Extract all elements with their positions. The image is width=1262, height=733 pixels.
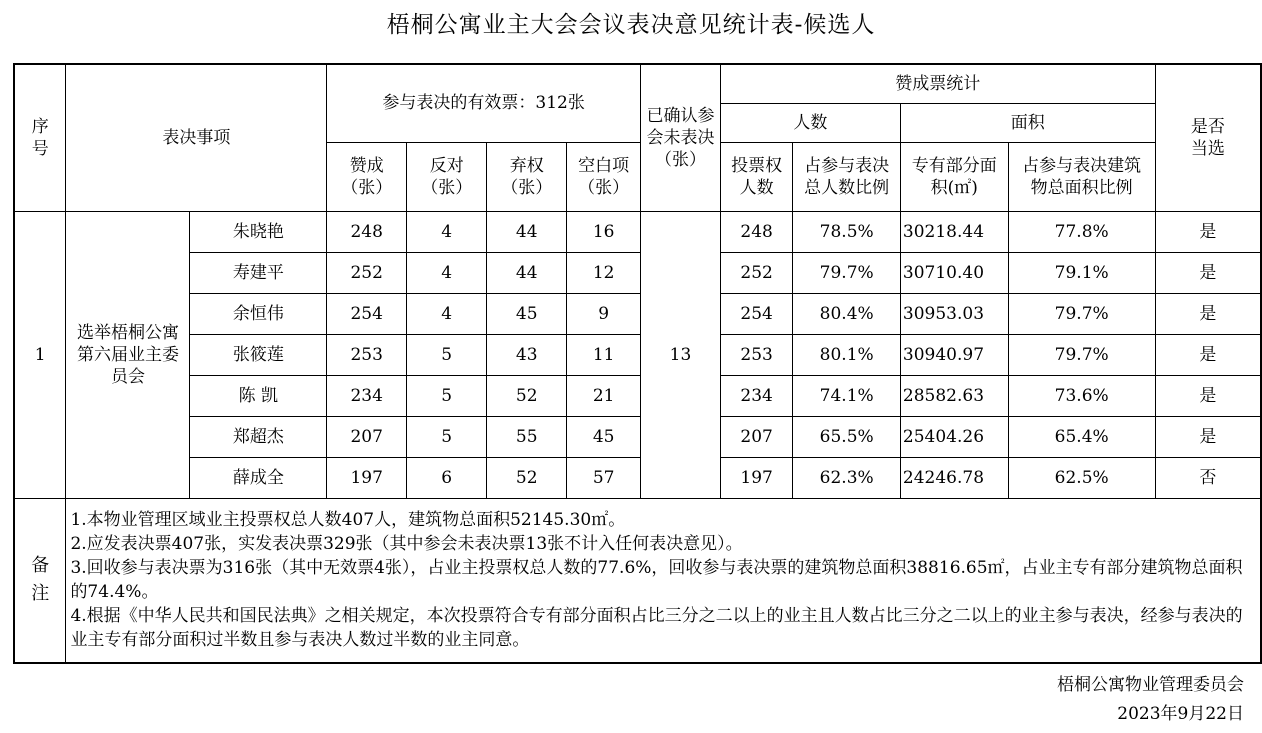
pct-persons: 80.1% bbox=[793, 334, 900, 375]
issue-date: 2023年9月22日 bbox=[1117, 704, 1244, 724]
vote-right-persons: 248 bbox=[720, 211, 793, 252]
abstain-count: 55 bbox=[487, 416, 567, 457]
notes-label: 备注 bbox=[14, 498, 66, 663]
note-line-1: 1.本物业管理区域业主投票权总人数407人，建筑物总面积52145.30㎡。 bbox=[70, 510, 626, 531]
approve-count: 252 bbox=[327, 252, 407, 293]
table-row bbox=[14, 252, 1261, 293]
oppose-count: 4 bbox=[407, 211, 487, 252]
pct-persons: 65.5% bbox=[793, 416, 900, 457]
elected-flag: 是 bbox=[1155, 252, 1261, 293]
header-abstain: 弃权（张） bbox=[487, 142, 567, 211]
vote-right-persons: 234 bbox=[720, 375, 793, 416]
elected-flag: 否 bbox=[1155, 457, 1261, 498]
elected-flag: 是 bbox=[1155, 293, 1261, 334]
notes-row bbox=[14, 498, 1261, 663]
approve-count: 207 bbox=[327, 416, 407, 457]
blank-count: 16 bbox=[567, 211, 641, 252]
pct-persons: 78.5% bbox=[793, 211, 900, 252]
blank-count: 9 bbox=[567, 293, 641, 334]
approve-count: 253 bbox=[327, 334, 407, 375]
pct-area: 79.7% bbox=[1008, 293, 1155, 334]
abstain-count: 44 bbox=[487, 211, 567, 252]
table-row bbox=[14, 457, 1261, 498]
pct-persons: 79.7% bbox=[793, 252, 900, 293]
candidate-name: 薛成全 bbox=[190, 457, 327, 498]
header-seq: 序号 bbox=[14, 64, 66, 211]
exclusive-area: 30218.44 bbox=[900, 211, 1008, 252]
abstain-count: 44 bbox=[487, 252, 567, 293]
vote-right-persons: 207 bbox=[720, 416, 793, 457]
pct-area: 62.5% bbox=[1008, 457, 1155, 498]
header-area: 面积 bbox=[900, 103, 1155, 142]
page-title: 梧桐公寓业主大会会议表决意见统计表-候选人 bbox=[386, 12, 876, 38]
candidate-name: 余恒伟 bbox=[190, 293, 327, 334]
blank-count: 11 bbox=[567, 334, 641, 375]
table-row bbox=[14, 211, 1261, 252]
header-pct-area: 占参与表决建筑物总面积比例 bbox=[1008, 142, 1155, 211]
candidate-name: 张筱莲 bbox=[190, 334, 327, 375]
header-blank: 空白项（张） bbox=[567, 142, 641, 211]
exclusive-area: 28582.63 bbox=[900, 375, 1008, 416]
elected-flag: 是 bbox=[1155, 334, 1261, 375]
vote-right-persons: 197 bbox=[720, 457, 793, 498]
header-item: 表决事项 bbox=[66, 64, 327, 211]
note-line-2: 2.应发表决票407张，实发表决票329张（其中参会未表决票13张不计入任何表决意见）。 bbox=[70, 534, 743, 555]
exclusive-area: 25404.26 bbox=[900, 416, 1008, 457]
exclusive-area: 30940.97 bbox=[900, 334, 1008, 375]
table-row bbox=[14, 375, 1261, 416]
section-seq: 1 bbox=[14, 211, 66, 498]
vote-right-persons: 253 bbox=[720, 334, 793, 375]
blank-count: 45 bbox=[567, 416, 641, 457]
elected-flag: 是 bbox=[1155, 211, 1261, 252]
approve-count: 234 bbox=[327, 375, 407, 416]
notes-content bbox=[66, 498, 1261, 663]
approve-count: 248 bbox=[327, 211, 407, 252]
pct-persons: 80.4% bbox=[793, 293, 900, 334]
approve-count: 254 bbox=[327, 293, 407, 334]
pct-area: 65.4% bbox=[1008, 416, 1155, 457]
abstain-count: 52 bbox=[487, 457, 567, 498]
candidate-name: 朱晓艳 bbox=[190, 211, 327, 252]
blank-count: 12 bbox=[567, 252, 641, 293]
vote-right-persons: 252 bbox=[720, 252, 793, 293]
candidate-name: 郑超杰 bbox=[190, 416, 327, 457]
approve-count: 197 bbox=[327, 457, 407, 498]
exclusive-area: 30710.40 bbox=[900, 252, 1008, 293]
vote-statistics-table bbox=[13, 63, 1262, 664]
exclusive-area: 30953.03 bbox=[900, 293, 1008, 334]
header-valid-votes: 参与表决的有效票：312张 bbox=[327, 64, 641, 142]
blank-count: 21 bbox=[567, 375, 641, 416]
oppose-count: 5 bbox=[407, 334, 487, 375]
header-pct-persons: 占参与表决总人数比例 bbox=[793, 142, 900, 211]
elected-flag: 是 bbox=[1155, 416, 1261, 457]
pct-persons: 62.3% bbox=[793, 457, 900, 498]
oppose-count: 4 bbox=[407, 293, 487, 334]
issuing-organization: 梧桐公寓物业管理委员会 bbox=[1057, 675, 1244, 695]
abstain-count: 52 bbox=[487, 375, 567, 416]
blank-count: 57 bbox=[567, 457, 641, 498]
elected-flag: 是 bbox=[1155, 375, 1261, 416]
header-approve: 赞成（张） bbox=[327, 142, 407, 211]
oppose-count: 6 bbox=[407, 457, 487, 498]
pct-persons: 74.1% bbox=[793, 375, 900, 416]
header-exclusive-area: 专有部分面积(㎡) bbox=[900, 142, 1008, 211]
header-approve-stats: 赞成票统计 bbox=[720, 64, 1155, 103]
section-item: 选举梧桐公寓第六届业主委员会 bbox=[66, 211, 190, 498]
abstain-count: 45 bbox=[487, 293, 567, 334]
oppose-count: 5 bbox=[407, 416, 487, 457]
table-row bbox=[14, 334, 1261, 375]
header-confirmed: 已确认参会未表决（张） bbox=[641, 64, 721, 211]
header-oppose: 反对（张） bbox=[407, 142, 487, 211]
note-line-3: 3.回收参与表决票为316张（其中无效票4张），占业主投票权总人数的77.6%，回收参与表决票的建筑物总面积38816.65㎡，占业主专有部分建筑物总面积的74.4%。 bbox=[70, 558, 1243, 603]
oppose-count: 4 bbox=[407, 252, 487, 293]
header-persons: 人数 bbox=[720, 103, 900, 142]
note-line-4: 4.根据《中华人民共和国民法典》之相关规定，本次投票符合专有部分面积占比三分之二以上的业主且人数占比三分之二以上的业主参与表决，经参与表决的业主专有部分面积过半数且参与表决人数过半数的业主同意。 bbox=[70, 606, 1243, 651]
pct-area: 73.6% bbox=[1008, 375, 1155, 416]
candidate-name: 陈 凯 bbox=[190, 375, 327, 416]
confirmed-count: 13 bbox=[641, 211, 721, 498]
candidate-name: 寿建平 bbox=[190, 252, 327, 293]
header-vote-right-persons: 投票权人数 bbox=[720, 142, 793, 211]
pct-area: 79.1% bbox=[1008, 252, 1155, 293]
header-elected: 是否当选 bbox=[1155, 64, 1261, 211]
pct-area: 77.8% bbox=[1008, 211, 1155, 252]
vote-right-persons: 254 bbox=[720, 293, 793, 334]
abstain-count: 43 bbox=[487, 334, 567, 375]
pct-area: 79.7% bbox=[1008, 334, 1155, 375]
table-row bbox=[14, 416, 1261, 457]
oppose-count: 5 bbox=[407, 375, 487, 416]
exclusive-area: 24246.78 bbox=[900, 457, 1008, 498]
table-row bbox=[14, 293, 1261, 334]
